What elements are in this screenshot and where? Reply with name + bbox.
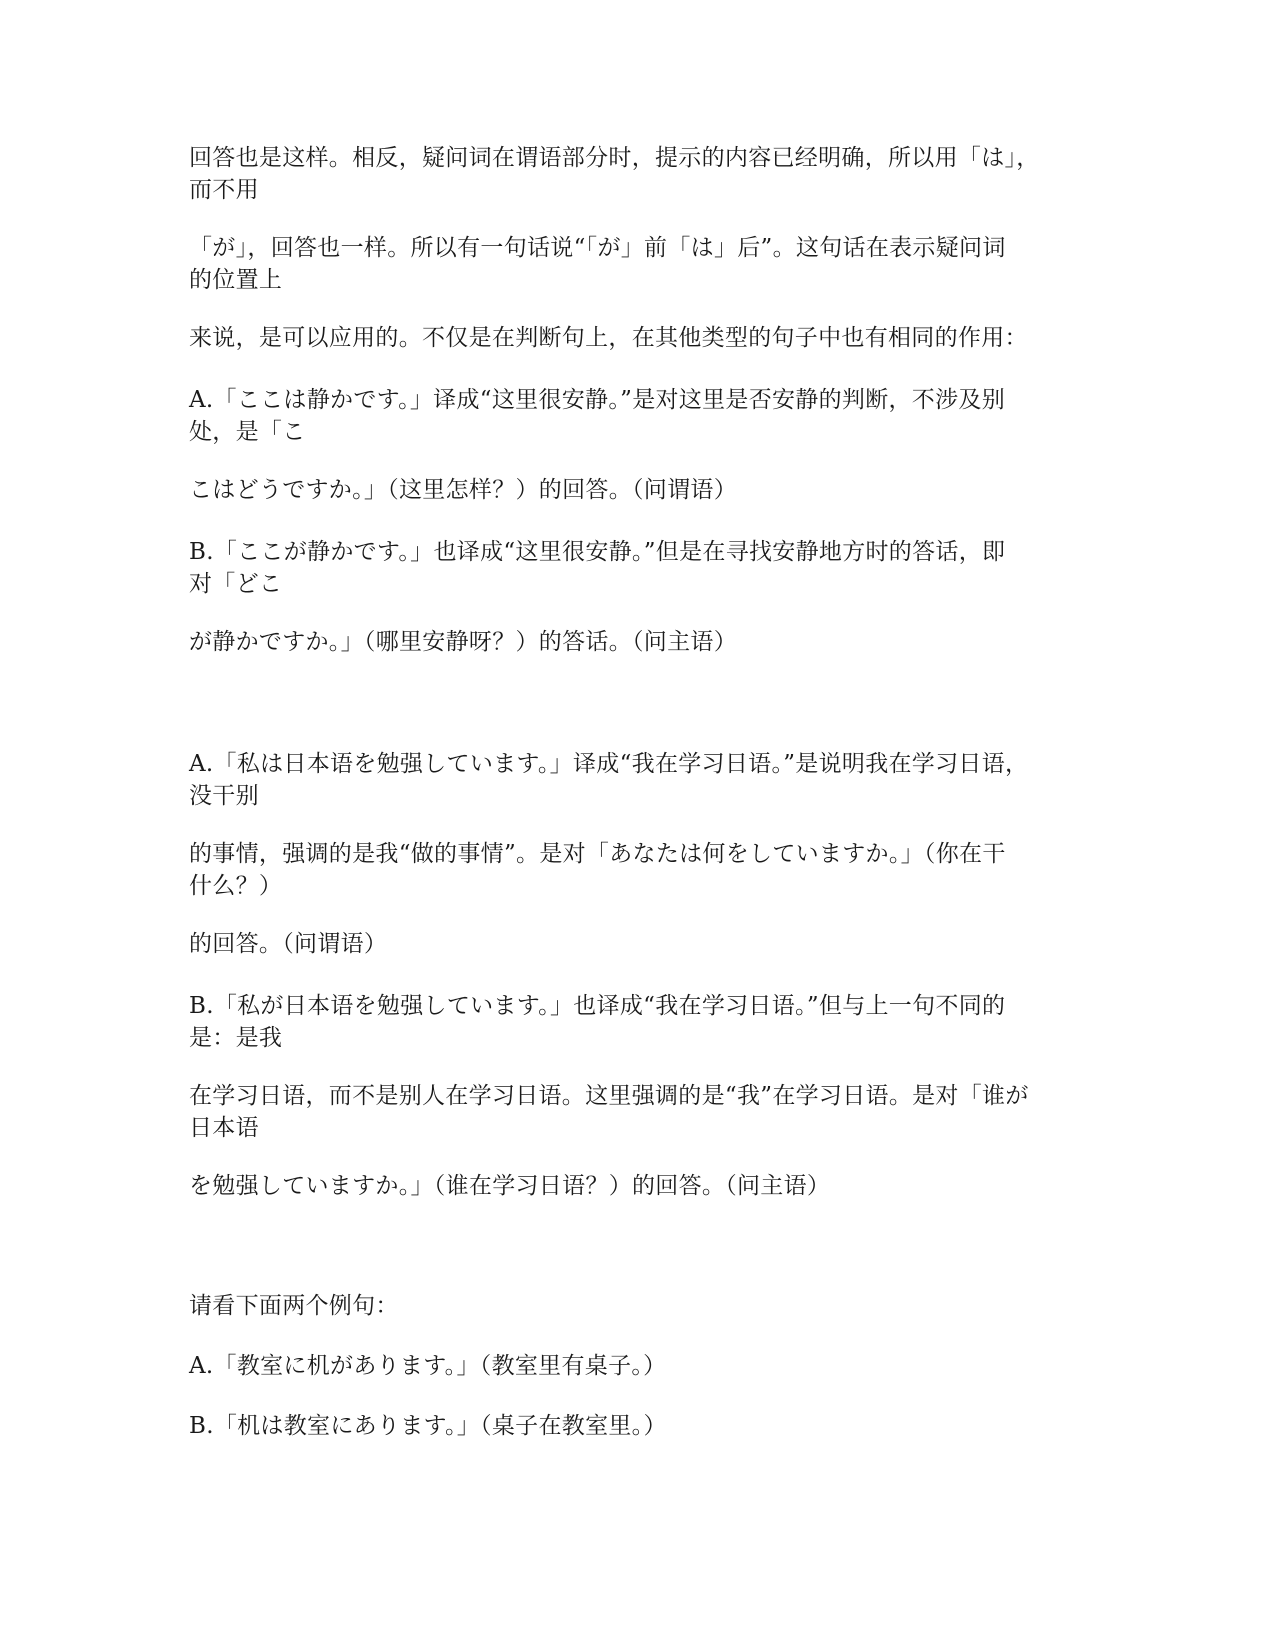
text-line: こはどうですか。」（这里怎样？）的回答。（问谓语） — [189, 477, 737, 503]
text-line: 的位置上 — [189, 267, 283, 293]
text-line: A.「私は日本语を勉强しています。」译成“我在学习日语。”是说明我在学习日语， — [189, 751, 1029, 777]
text-line: A.「教室に机があります。」（教室里有桌子。） — [189, 1353, 667, 1379]
text-line: 处，是「こ — [189, 419, 306, 445]
text-line: が静かですか。」（哪里安静呀？）的答话。（问主语） — [189, 629, 737, 655]
text-line: 来说，是可以应用的。不仅是在判断句上，在其他类型的句子中也有相同的作用： — [189, 325, 1028, 351]
text-line: 回答也是这样。相反，疑问词在谓语部分时，提示的内容已经明确，所以用「は」， — [189, 145, 1040, 171]
text-line: 日本语 — [189, 1115, 259, 1141]
text-line: A.「ここは静かです。」译成“这里很安静。”是对这里是否安静的判断，不涉及别 — [189, 387, 1005, 413]
text-line: B.「私が日本语を勉强しています。」也译成“我在学习日语。”但与上一句不同的 — [189, 993, 1006, 1019]
text-line: 在学习日语，而不是别人在学习日语。这里强调的是“我”在学习日语。是对「谁が — [189, 1083, 1029, 1109]
text-line: 的事情，强调的是我“做的事情”。是对「あなたは何をしていますか。」（你在干 — [189, 841, 1006, 867]
text-line: B.「机は教室にあります。」（桌子在教室里。） — [189, 1413, 667, 1439]
text-line: 是：是我 — [189, 1025, 283, 1051]
text-line: 而不用 — [189, 177, 259, 203]
text-line: B.「ここが静かです。」也译成“这里很安静。”但是在寻找安静地方时的答话，即 — [189, 539, 1006, 565]
text-line: 的回答。（问谓语） — [189, 931, 388, 957]
text-line: 什么？） — [189, 873, 283, 899]
text-line: 「が」，回答也一样。所以有一句话说“「が」前「は」后”。这句话在表示疑问词 — [189, 235, 1006, 261]
text-line: 对「どこ — [189, 571, 283, 597]
text-line: を勉强していますか。」（谁在学习日语？）的回答。（问主语） — [189, 1173, 831, 1199]
text-line: 请看下面两个例句： — [189, 1293, 399, 1319]
text-line: 没干别 — [189, 783, 259, 809]
